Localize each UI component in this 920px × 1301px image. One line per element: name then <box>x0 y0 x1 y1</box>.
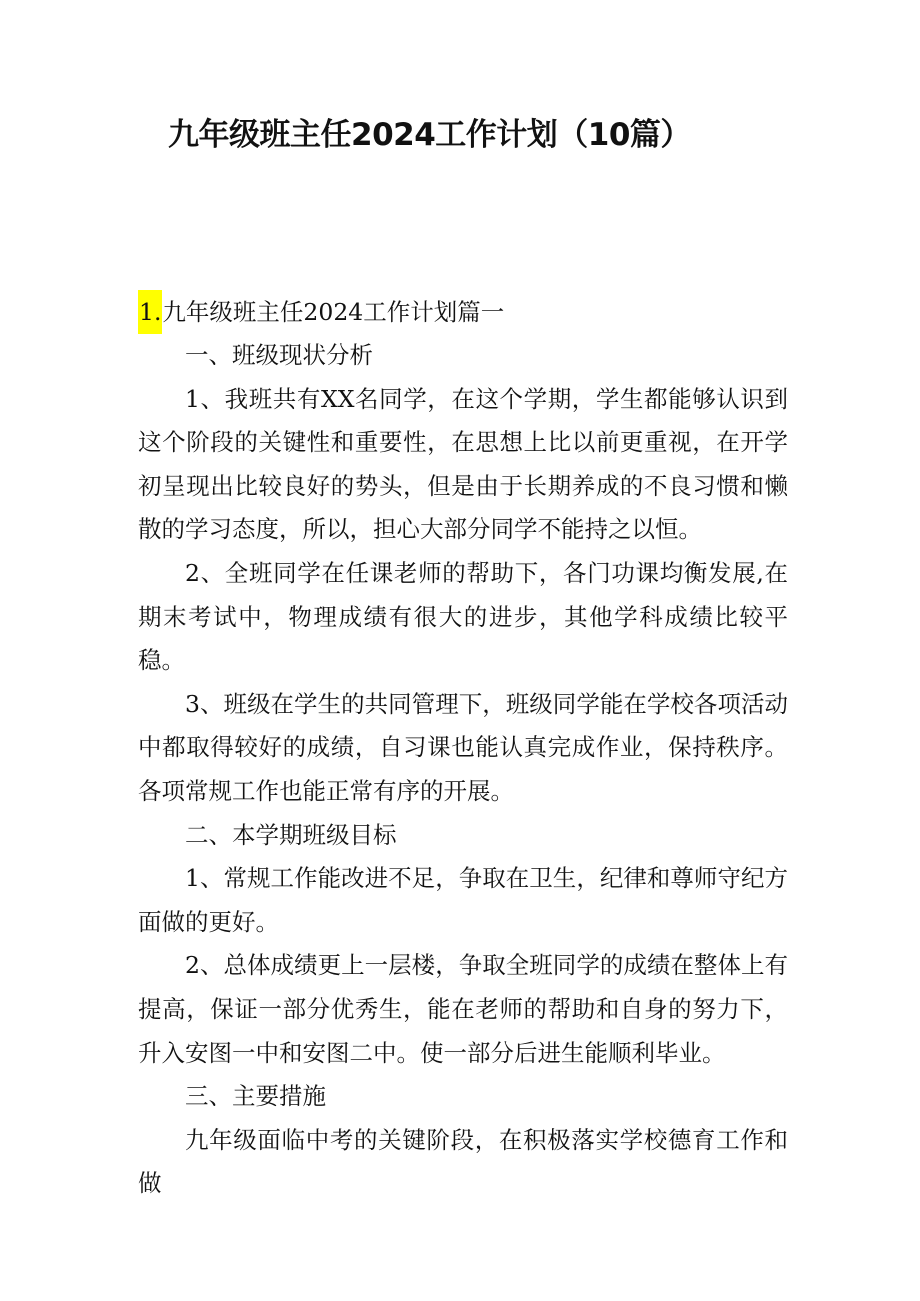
document-title: 九年级班主任2024工作计划（10篇） <box>168 117 691 153</box>
paragraph: 3、班级在学生的共同管理下，班级同学能在学校各项活动中都取得较好的成绩，自习课也能认真完成作业，保持秩序。各项常规工作也能正常有序的开展。 <box>138 689 788 805</box>
section-heading <box>138 290 504 334</box>
paragraph: 2、全班同学在任课老师的帮助下，各门功课均衡发展,在期末考试中，物理成绩有很大的进步，其他学科成绩比较平稳。 <box>138 558 788 675</box>
section-number-highlight: 1. <box>138 290 162 334</box>
heading-goals: 二、本学期班级目标 <box>185 820 397 849</box>
paragraph: 2、总体成绩更上一层楼，争取全班同学的成绩在整体上有提高，保证一部分优秀生，能在老师的帮助和自身的努力下，升入安图一中和安图二中。使一部分后进生能顺利毕业。 <box>138 951 788 1067</box>
paragraph: 1、常规工作能改进不足，争取在卫生，纪律和尊师守纪方面做的更好。 <box>138 864 788 936</box>
heading-measures: 三、主要措施 <box>185 1082 326 1111</box>
document-body <box>138 334 788 1206</box>
paragraph: 九年级面临中考的关键阶段，在积极落实学校德育工作和做 <box>138 1125 788 1198</box>
heading-current-situation: 一、班级现状分析 <box>185 341 373 369</box>
section-title: 九年级班主任2024工作计划篇一 <box>162 298 505 326</box>
paragraph: 1、我班共有XX名同学，在这个学期，学生都能够认识到这个阶段的关键性和重要性，在思想上比以前更重视，在开学初呈现出比较良好的势头，但是由于长期养成的不良习惯和懒散的学习态度，所以，担心大部分同学不能持之以恒。 <box>138 384 788 544</box>
